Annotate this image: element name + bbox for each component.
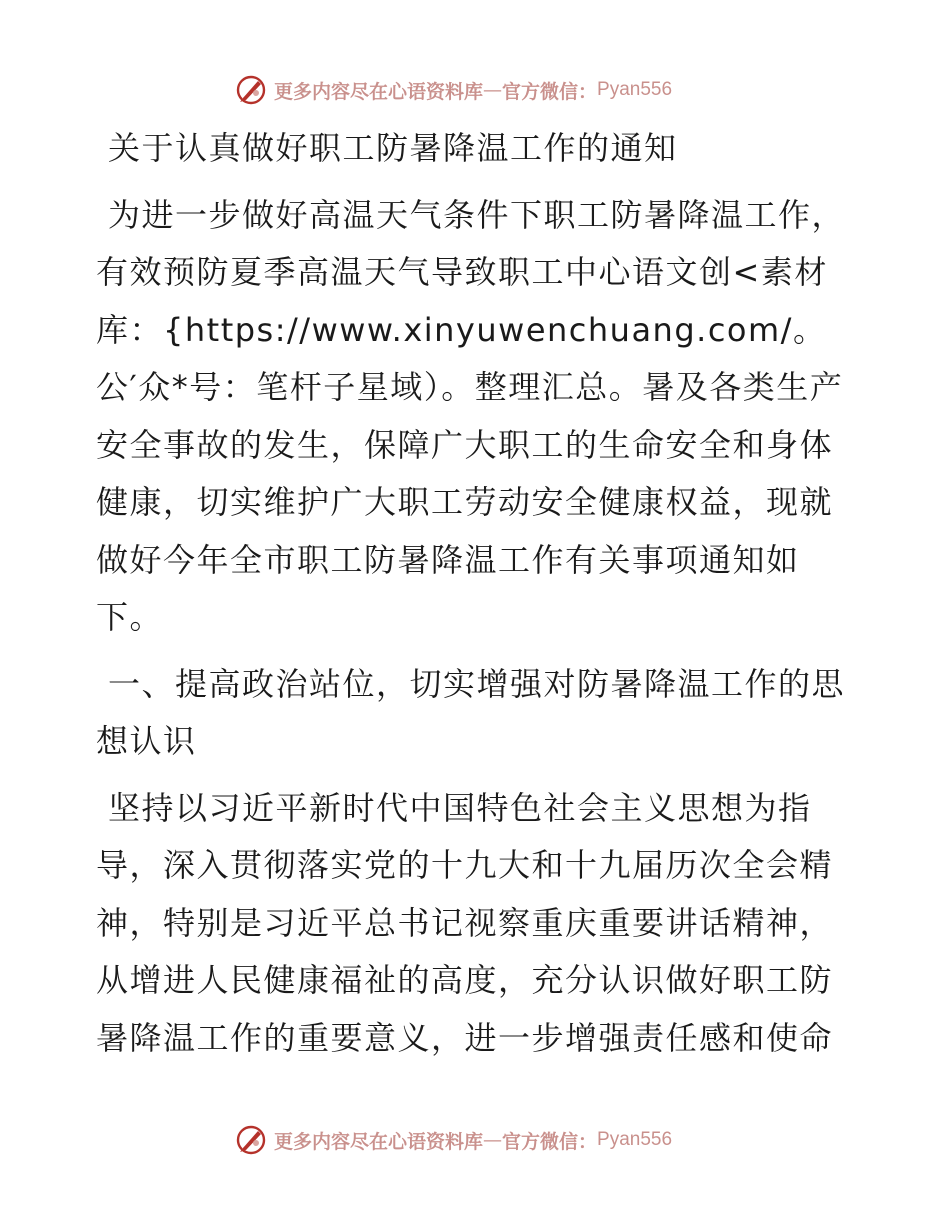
document-title: 关于认真做好职工防暑降温工作的通知: [108, 129, 678, 167]
banner-account-id: Pyan556: [597, 79, 673, 100]
section-heading-1: 一、提高政治站位，切实增强对防暑降温工作的思想认识: [96, 664, 846, 760]
paragraph-section-1: 坚持以习近平新时代中国特色社会主义思想为指导，深入贯彻落实党的十九大和十九届历次全会精神，特别是习近平总书记视察重庆重要讲话精神，从增进人民健康福祉的高度，充分认识做好职工防暑降温工作的重要意义，进一步增强责任感和使命: [96, 788, 834, 1057]
footer-watermark-banner: [234, 1122, 672, 1158]
banner-channel-text: 官方微信：: [502, 1130, 598, 1153]
banner-main-text: 更多内容尽在心语资料库: [274, 1130, 484, 1153]
banner-channel-text: 官方微信：: [502, 80, 598, 103]
banner-main-text: 更多内容尽在心语资料库: [274, 80, 484, 103]
banner-separator: —: [483, 1129, 503, 1151]
paragraph-intro: 为进一步做好高温天气条件下职工防暑降温工作，有效预防夏季高温天气导致职工中心语文创<素材库：{https://www.xinyuwenchuang.com/。公′众*号：笔杆子星域）。整理汇总。暑及各类生产安全事故的发生，保障广大职工的生命安全和身体健康，切实维护广大职工劳动安全健康权益，现就做好今年全市职工防暑降温工作有关事项通知如下。: [96, 195, 846, 636]
banner-separator: —: [483, 79, 503, 101]
banner-account-id: Pyan556: [597, 1129, 673, 1150]
brand-logo-icon: [234, 73, 268, 107]
header-watermark-banner: [234, 72, 672, 108]
brand-logo-icon: [234, 1123, 268, 1157]
document-body: [96, 120, 856, 1076]
